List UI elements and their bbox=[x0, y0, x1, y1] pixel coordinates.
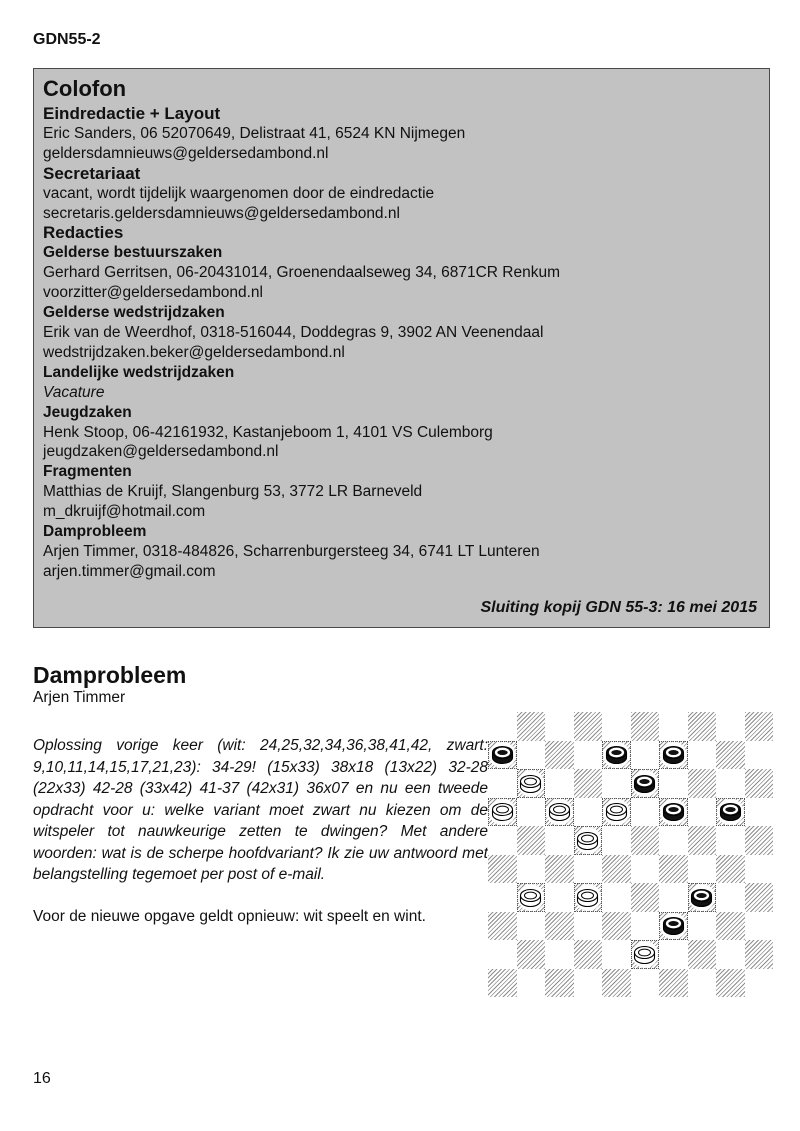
board-square bbox=[716, 912, 745, 941]
board-square bbox=[631, 855, 660, 884]
colofon-line: secretaris.geldersdamnieuws@geldersedambond.nl bbox=[43, 204, 400, 222]
board-square bbox=[745, 769, 774, 798]
board-square bbox=[517, 940, 546, 969]
board-square bbox=[574, 826, 603, 855]
board-square bbox=[631, 769, 660, 798]
board-square bbox=[745, 826, 774, 855]
board-square bbox=[716, 798, 745, 827]
board-square bbox=[517, 712, 546, 741]
board-square bbox=[545, 855, 574, 884]
board-square bbox=[745, 798, 774, 827]
colofon-line: Gerhard Gerritsen, 06-20431014, Groenendaalseweg 34, 6871CR Renkum bbox=[43, 264, 560, 282]
board-square bbox=[688, 769, 717, 798]
board-square bbox=[716, 969, 745, 998]
board-square bbox=[716, 883, 745, 912]
board-square bbox=[688, 969, 717, 998]
previous-solution-paragraph: Oplossing vorige keer (wit: 24,25,32,34,36,38,41,42, zwart: 9,10,11,14,15,17,21,23): 34-29! (15x33) 38x18 (13x22) 32-28 (22x33) 42-28 (33x42) 41-37 (42x31) 36x07 en nu een tweede opdracht voor u: welke variant moet zwart nu kiezen om de witspeler tot nauwkeurige zetten te dwingen? Met andere woorden: wat is de scherpe hoofdvariant? Ik zie uw antwoord met belangstelling tegemoet per post of e-mail. bbox=[33, 737, 488, 883]
colofon-line: Vacature bbox=[43, 383, 105, 401]
board-square bbox=[659, 769, 688, 798]
board-square bbox=[517, 798, 546, 827]
board-square bbox=[488, 969, 517, 998]
board-square bbox=[517, 969, 546, 998]
board-square bbox=[716, 855, 745, 884]
board-square bbox=[545, 826, 574, 855]
board-square bbox=[517, 769, 546, 798]
board-square bbox=[716, 712, 745, 741]
article-title: Damprobleem bbox=[33, 662, 187, 688]
board-square bbox=[688, 940, 717, 969]
board-square bbox=[545, 769, 574, 798]
board-square bbox=[688, 912, 717, 941]
black-piece bbox=[604, 743, 629, 766]
white-piece bbox=[604, 800, 629, 823]
board-square bbox=[688, 798, 717, 827]
article-author: Arjen Timmer bbox=[33, 689, 126, 706]
board-square bbox=[545, 712, 574, 741]
colofon-line: Landelijke wedstrijdzaken bbox=[43, 363, 235, 381]
board-square bbox=[688, 826, 717, 855]
board-square bbox=[488, 712, 517, 741]
board-square bbox=[631, 969, 660, 998]
board-square bbox=[745, 940, 774, 969]
board-square bbox=[602, 769, 631, 798]
board-square bbox=[545, 940, 574, 969]
colofon-line: Jeugdzaken bbox=[43, 403, 132, 421]
colofon-line: arjen.timmer@gmail.com bbox=[43, 562, 216, 580]
colofon-line: Arjen Timmer, 0318-484826, Scharrenburgersteeg 34, 6741 LT Lunteren bbox=[43, 542, 540, 560]
board-square bbox=[574, 912, 603, 941]
colofon-line: geldersdamnieuws@geldersedambond.nl bbox=[43, 144, 329, 162]
board-square bbox=[745, 855, 774, 884]
board-square bbox=[631, 741, 660, 770]
board-square bbox=[517, 912, 546, 941]
colofon-line: Redacties bbox=[43, 223, 124, 243]
black-piece bbox=[490, 743, 515, 766]
board-square bbox=[545, 912, 574, 941]
colofon-line: jeugdzaken@geldersedambond.nl bbox=[43, 443, 279, 461]
board-square bbox=[716, 769, 745, 798]
black-piece bbox=[661, 800, 686, 823]
board-square bbox=[574, 769, 603, 798]
black-piece bbox=[661, 743, 686, 766]
board-square bbox=[716, 741, 745, 770]
board-square bbox=[745, 969, 774, 998]
draughts-board bbox=[488, 712, 773, 997]
white-piece bbox=[575, 829, 600, 852]
board-square bbox=[659, 855, 688, 884]
black-piece bbox=[718, 800, 743, 823]
board-square bbox=[659, 883, 688, 912]
white-piece bbox=[490, 800, 515, 823]
board-square bbox=[488, 912, 517, 941]
board-square bbox=[602, 712, 631, 741]
colofon-line: Eric Sanders, 06 52070649, Delistraat 41, 6524 KN Nijmegen bbox=[43, 124, 466, 142]
board-square bbox=[602, 912, 631, 941]
board-square bbox=[716, 826, 745, 855]
board-square bbox=[574, 741, 603, 770]
colofon-line: wedstrijdzaken.beker@geldersedambond.nl bbox=[43, 343, 345, 361]
page-number: 16 bbox=[33, 1070, 51, 1087]
board-square bbox=[545, 883, 574, 912]
white-piece bbox=[518, 772, 543, 795]
board-square bbox=[631, 826, 660, 855]
board-square bbox=[659, 940, 688, 969]
colofon-line: Gelderse wedstrijdzaken bbox=[43, 304, 225, 322]
board-square bbox=[574, 883, 603, 912]
colofon-lines bbox=[43, 104, 759, 582]
board-square bbox=[745, 741, 774, 770]
board-square bbox=[488, 769, 517, 798]
board-square bbox=[602, 940, 631, 969]
board-square bbox=[574, 855, 603, 884]
board-square bbox=[517, 826, 546, 855]
board-square bbox=[517, 883, 546, 912]
board-square bbox=[488, 883, 517, 912]
colofon-line: vacant, wordt tijdelijk waargenomen door de eindredactie bbox=[43, 184, 435, 202]
colofon-line: Damprobleem bbox=[43, 523, 147, 541]
document-header: GDN55-2 bbox=[33, 31, 101, 48]
board-square bbox=[659, 798, 688, 827]
board-square bbox=[602, 798, 631, 827]
damprobleem-article bbox=[33, 662, 488, 927]
board-square bbox=[659, 826, 688, 855]
board-square bbox=[488, 940, 517, 969]
colofon-line: Eindredactie + Layout bbox=[43, 104, 221, 123]
board-square bbox=[631, 940, 660, 969]
colofon-title: Colofon bbox=[43, 76, 127, 101]
board-square bbox=[545, 741, 574, 770]
black-piece bbox=[661, 914, 686, 937]
board-square bbox=[488, 855, 517, 884]
board-square bbox=[545, 798, 574, 827]
colofon-line: Henk Stoop, 06-42161932, Kastanjeboom 1, 4101 VS Culemborg bbox=[43, 423, 493, 441]
board-square bbox=[574, 712, 603, 741]
board-square bbox=[745, 883, 774, 912]
copy-deadline-note: Sluiting kopij GDN 55-3: 16 mei 2015 bbox=[480, 599, 757, 616]
board-square bbox=[631, 712, 660, 741]
board-square bbox=[602, 826, 631, 855]
board-square bbox=[488, 741, 517, 770]
board-square bbox=[488, 798, 517, 827]
board-square bbox=[602, 969, 631, 998]
board-square bbox=[688, 741, 717, 770]
board-square bbox=[517, 855, 546, 884]
colofon-line: Gelderse bestuurszaken bbox=[43, 244, 223, 262]
board-square bbox=[602, 741, 631, 770]
board-square bbox=[659, 969, 688, 998]
board-square bbox=[659, 912, 688, 941]
board-square bbox=[574, 969, 603, 998]
colofon-line: Fragmenten bbox=[43, 463, 132, 481]
white-piece bbox=[575, 886, 600, 909]
board-square bbox=[716, 940, 745, 969]
black-piece bbox=[689, 886, 714, 909]
board-square bbox=[659, 712, 688, 741]
board-square bbox=[631, 912, 660, 941]
black-piece bbox=[632, 772, 657, 795]
board-square bbox=[517, 741, 546, 770]
board-square bbox=[688, 712, 717, 741]
white-piece bbox=[518, 886, 543, 909]
board-square bbox=[545, 969, 574, 998]
board-square bbox=[659, 741, 688, 770]
white-piece bbox=[547, 800, 572, 823]
board-square bbox=[488, 826, 517, 855]
board-square bbox=[688, 883, 717, 912]
board-square bbox=[745, 912, 774, 941]
board-square bbox=[602, 883, 631, 912]
board-square bbox=[574, 798, 603, 827]
new-problem-statement: Voor de nieuwe opgave geldt opnieuw: wit speelt en wint. bbox=[33, 907, 426, 925]
colofon-line: voorzitter@geldersedambond.nl bbox=[43, 284, 263, 302]
board-square bbox=[745, 712, 774, 741]
colofon-line: m_dkruijf@hotmail.com bbox=[43, 503, 206, 521]
colofon-box bbox=[33, 68, 770, 628]
colofon-line: Secretariaat bbox=[43, 163, 141, 183]
white-piece bbox=[632, 943, 657, 966]
board-square bbox=[574, 940, 603, 969]
board-square bbox=[688, 855, 717, 884]
board-square bbox=[631, 883, 660, 912]
board-square bbox=[602, 855, 631, 884]
board-square bbox=[631, 798, 660, 827]
colofon-line: Matthias de Kruijf, Slangenburg 53, 3772 LR Barneveld bbox=[43, 483, 423, 501]
colofon-line: Erik van de Weerdhof, 0318-516044, Doddegras 9, 3902 AN Veenendaal bbox=[43, 323, 544, 341]
